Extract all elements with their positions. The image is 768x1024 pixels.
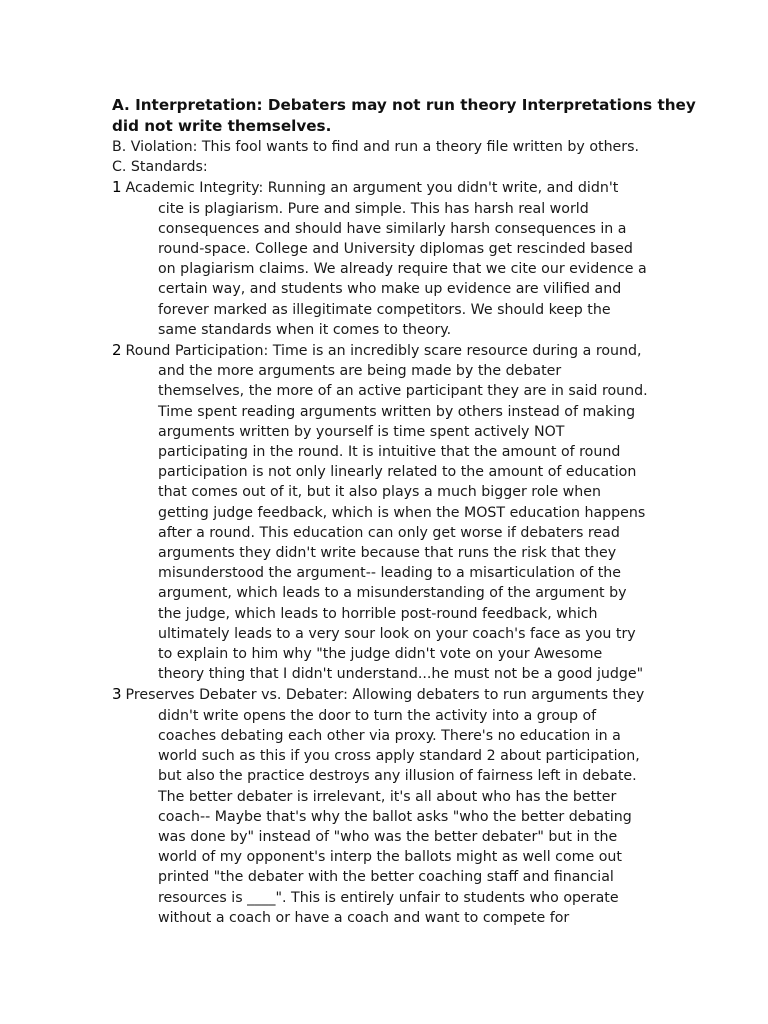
standard-text-line: world of my opponent's interp the ballots might as well come out [158,849,622,866]
standard-text-line: participation is not only linearly related to the amount of education [158,464,637,481]
standard-text-line: coaches debating each other via proxy. There's no education in a [158,727,621,744]
standard-text-line: forever marked as illegitimate competitors. We should keep the [158,301,611,318]
standard-1 [112,177,660,340]
document-body [112,95,696,928]
standard-text-line: participating in the round. It is intuitive that the amount of round [158,444,621,461]
standard-number: 2 [112,341,122,360]
standard-text-line: was done by" instead of "who was the better debater" but in the [158,828,618,845]
standard-text-line: consequences and should have similarly harsh consequences in a [158,220,627,237]
standard-text-line: The better debater is irrelevant, it's all about who has the better [158,788,617,805]
standard-text-line: argument, which leads to a misunderstanding of the argument by [158,585,627,602]
standard-text-line: that comes out of it, but it also plays a much bigger role when [158,484,601,501]
standard-text-line: certain way, and students who make up evidence are vilified and [158,281,622,298]
standards-list [112,177,660,928]
interpretation-heading [112,95,696,137]
standard-text-line: cite is plagiarism. Pure and simple. This has harsh real world [158,200,589,217]
standard-text-line: but also the practice destroys any illusion of fairness left in debate. [158,768,637,785]
standard-2 [112,340,660,684]
standard-text-line: theory thing that I didn't understand...he must not be a good judge" [158,666,644,683]
standard-text-line: same standards when it comes to theory. [158,321,452,338]
standard-title-line [112,177,660,198]
standard-number: 3 [112,685,122,704]
heading-line: A. Interpretation: Debaters may not run theory Interpretations they [112,96,696,114]
standard-text-line: coach-- Maybe that's why the ballot asks "who the better debating [158,808,632,825]
standard-text-line: world such as this if you cross apply standard 2 about participation, [158,748,640,765]
standard-text-line: without a coach or have a coach and want to compete for [158,909,570,926]
standard-text-line: round-space. College and University diplomas get rescinded based [158,241,633,258]
standard-text-line: arguments written by yourself is time spent actively NOT [158,423,565,440]
standard-title-line [112,340,660,361]
standard-text: Preserves Debater vs. Debater: Allowing debaters to run arguments they [125,687,645,704]
standard-text-line: didn't write opens the door to turn the activity into a group of [158,707,597,724]
standard-text-line: arguments they didn't write because that runs the risk that they [158,545,617,562]
standard-3 [112,684,660,927]
standard-text: Round Participation: Time is an incredibly scare resource during a round, [125,343,642,360]
standard-text-line: ultimately leads to a very sour look on your coach's face as you try [158,625,636,642]
standard-text: Academic Integrity: Running an argument you didn't write, and didn't [125,180,619,197]
heading-line: did not write themselves. [112,117,332,135]
standard-text-line: themselves, the more of an active participant they are in said round. [158,383,648,400]
standard-text-line: after a round. This education can only get worse if debaters read [158,524,620,541]
standard-text-line: to explain to him why "the judge didn't vote on your Awesome [158,646,603,663]
standard-text-line: resources is ____". This is entirely unfair to students who operate [158,889,619,906]
standard-title-line [112,684,660,705]
standard-text-line: on plagiarism claims. We already require that we cite our evidence a [158,261,647,278]
standard-text-line: the judge, which leads to horrible post-round feedback, which [158,605,598,622]
standards-label: C. Standards: [112,159,208,176]
standard-text-line: misunderstood the argument-- leading to a misarticulation of the [158,565,621,582]
standard-number: 1 [112,178,122,197]
standard-text-line: Time spent reading arguments written by others instead of making [158,403,636,420]
standard-text-line: printed "the debater with the better coaching staff and financial [158,869,614,886]
violation-text: B. Violation: This fool wants to find and run a theory file written by others. [112,139,640,155]
standard-text-line: and the more arguments are being made by the debater [158,363,562,380]
standard-text-line: getting judge feedback, which is when the MOST education happens [158,504,646,521]
